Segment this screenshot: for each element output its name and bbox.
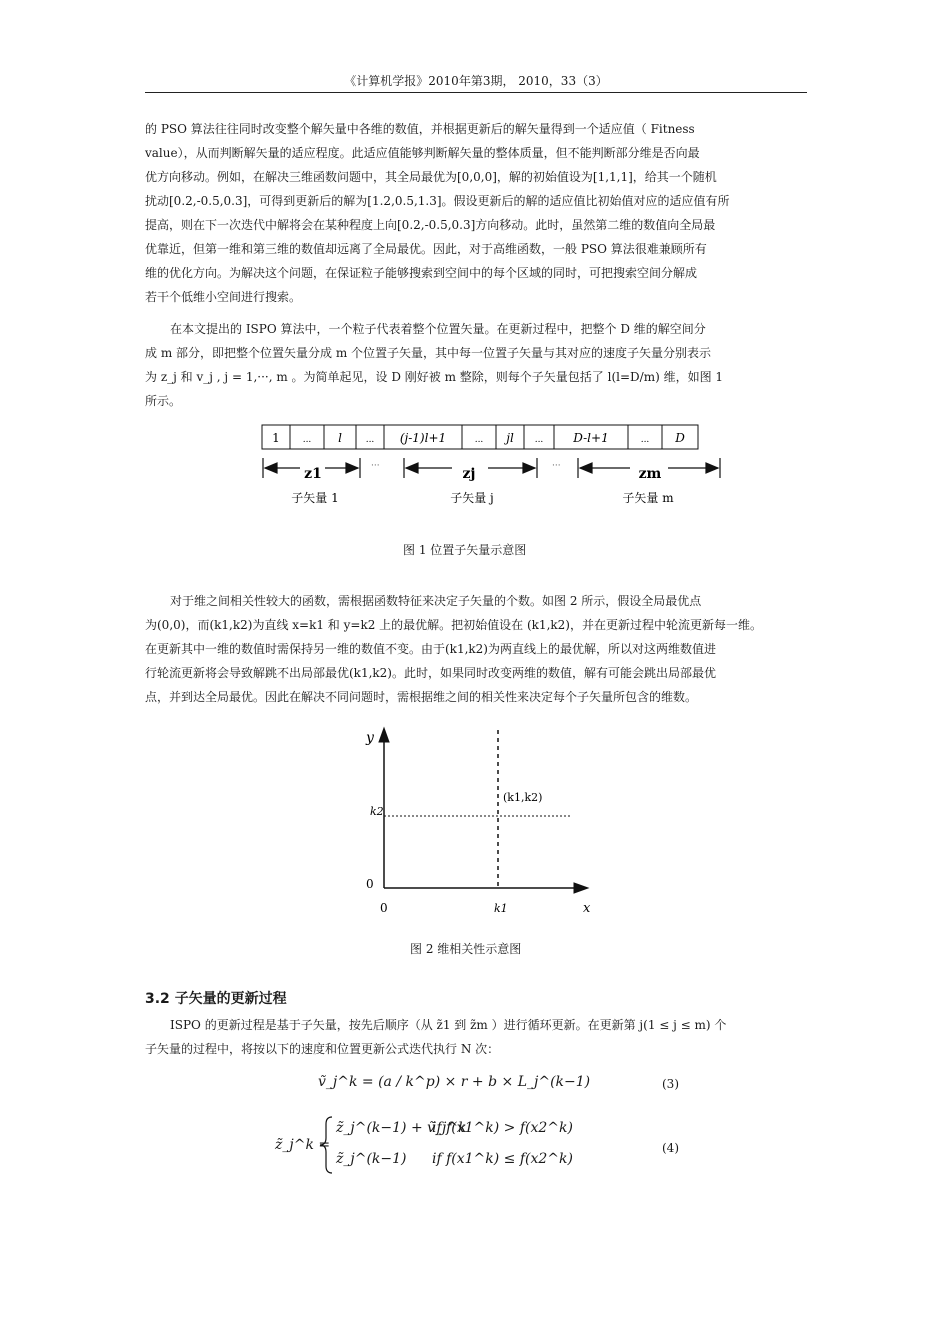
origin-y-label: 0 (366, 877, 374, 891)
text-line: ISPO 的更新过程是基于子矢量，按先后顺序（从 z̃1 到 z̃m ）进行循环更新。在更新第 j(1 ≤ j ≤ m) 个 (170, 1018, 727, 1032)
equation-4-condition-2: if f(x1^k) ≤ f(x2^k) (432, 1151, 573, 1167)
vector-cell-label: jl (506, 431, 514, 445)
text-line: 在更新其中一维的数值时需保持另一维的数值不变。由于(k1,k2)为两直线上的最优解，所以对这两维数值进 (145, 642, 716, 656)
running-header: 《计算机学报》2010年第3期， 2010，33（3） (344, 74, 608, 88)
figure-2-caption: 图 2 维相关性示意图 (410, 942, 522, 956)
section-number: 3.2 (145, 991, 170, 1007)
vector-cell-label: l (338, 431, 342, 445)
section-title: 子矢量的更新过程 (174, 991, 287, 1007)
subvector-symbol: z1 (304, 466, 322, 482)
subvector-label: 子矢量 j (450, 491, 494, 505)
text-line: 点，并到达全局最优。因此在解决不同问题时，需根据维之间的相关性来决定每个子矢量所包含的维数。 (145, 690, 698, 704)
equation-3-number: (3) (662, 1077, 679, 1091)
text-line: value），从而判断解矢量的适应程度。此适应值能够判断解矢量的整体质量，但不能判断部分维是否向最 (145, 146, 700, 160)
text-line: 优方向移动。例如，在解决三维函数问题中，其全局最优为[0,0,0]，解的初始值设为[1,1,1]，给其一个随机 (145, 170, 717, 184)
vector-cell-label: (j-1)l+1 (399, 431, 447, 445)
origin-x-label: 0 (380, 901, 388, 915)
vector-cell-label: ... (365, 435, 375, 445)
subvector-symbol: zj (462, 466, 476, 482)
equation-4-case-2: z̃_j^(k−1) (336, 1151, 407, 1167)
text-line: 优靠近，但第一维和第三维的数值却远离了全局最优。因此，对于高维函数，一般 PSO 算法很难兼顾所有 (145, 242, 707, 256)
equation-4-condition-1: if f(x1^k) > f(x2^k) (432, 1120, 573, 1136)
vector-cell-label: 1 (272, 431, 280, 445)
equation-4-number: (4) (662, 1141, 679, 1155)
figure-1-caption: 图 1 位置子矢量示意图 (403, 543, 527, 557)
text-line: 成 m 部分，即把整个位置矢量分成 m 个位置子矢量，其中每一位置子矢量与其对应的速度子矢量分别表示 (145, 346, 712, 360)
equation-3: ṽ_j^k = (a / k^p) × r + b × L_j^(k−1) (318, 1074, 591, 1090)
text-line: 在本文提出的 ISPO 算法中，一个粒子代表着整个位置矢量。在更新过程中，把整个 D 维的解空间分 (170, 322, 706, 336)
subvector-symbol: zm (638, 466, 662, 482)
vector-cell-label: ... (302, 435, 312, 445)
equation-4-case-1: z̃_j^(k−1) + ṽ_j^k (336, 1120, 467, 1136)
text-line: 行轮流更新将会导致解跳不出局部最优(k1,k2)。此时，如果同时改变两维的数值，解有可能会跳出局部最优 (145, 666, 716, 680)
vector-cell-label: D (675, 431, 685, 445)
text-line: 维的优化方向。为解决这个问题，在保证粒子能够搜索到空间中的每个区域的同时，可把搜索空间分解成 (145, 266, 698, 280)
vector-cell-label: D-l+1 (573, 431, 609, 445)
vector-cell-label: ... (474, 435, 484, 445)
point-label: (k1,k2) (503, 791, 543, 804)
text-line: 若干个低维小空间进行搜索。 (145, 290, 302, 304)
vector-cell-label: ... (640, 435, 650, 445)
y-axis-label: y (366, 730, 374, 746)
subvector-label: 子矢量 m (622, 491, 674, 505)
text-line: 子矢量的过程中，将按以下的速度和位置更新公式迭代执行 N 次： (145, 1042, 500, 1056)
text-line: 的 PSO 算法往往同时改变整个解矢量中各维的数值，并根据更新后的解矢量得到一个适应值（ Fitness (145, 122, 695, 136)
ellipsis: ··· (371, 461, 380, 471)
ellipsis: ··· (552, 461, 561, 471)
vector-cell-label: ... (534, 435, 544, 445)
text-line: 为 z_j 和 v_j , j = 1,···, m 。为简单起见，设 D 刚好被 m 整除，则每个子矢量包括了 l(l=D/m) 维，如图 1 (145, 370, 724, 384)
k2-tick-label: k2 (370, 805, 384, 818)
text-line: 对于维之间相关性较大的函数，需根据函数特征来决定子矢量的个数。如图 2 所示，假设全局最优点 (170, 594, 702, 608)
subvector-label: 子矢量 1 (291, 491, 339, 505)
text-line: 提高，则在下一次迭代中解将会在某种程度上向[0.2,-0.5,0.3]方向移动。此时，虽然第二维的数值向全局最 (145, 218, 716, 232)
k1-tick-label: k1 (494, 902, 508, 915)
x-axis-label: x (583, 901, 591, 916)
equation-4-lhs: z̃_j^k = (275, 1137, 331, 1153)
text-line: 扰动[0.2,-0.5,0.3]，可得到更新后的解为[1.2,0.5,1.3]。假设更新后的解的适应值比初始值对应的适应值有所 (145, 194, 730, 208)
text-line: 所示。 (145, 394, 182, 408)
text-line: 为(0,0)，而(k1,k2)为直线 x=k1 和 y=k2 上的最优解。把初始值设在 (k1,k2)，并在更新过程中轮流更新每一维。 (145, 618, 762, 632)
